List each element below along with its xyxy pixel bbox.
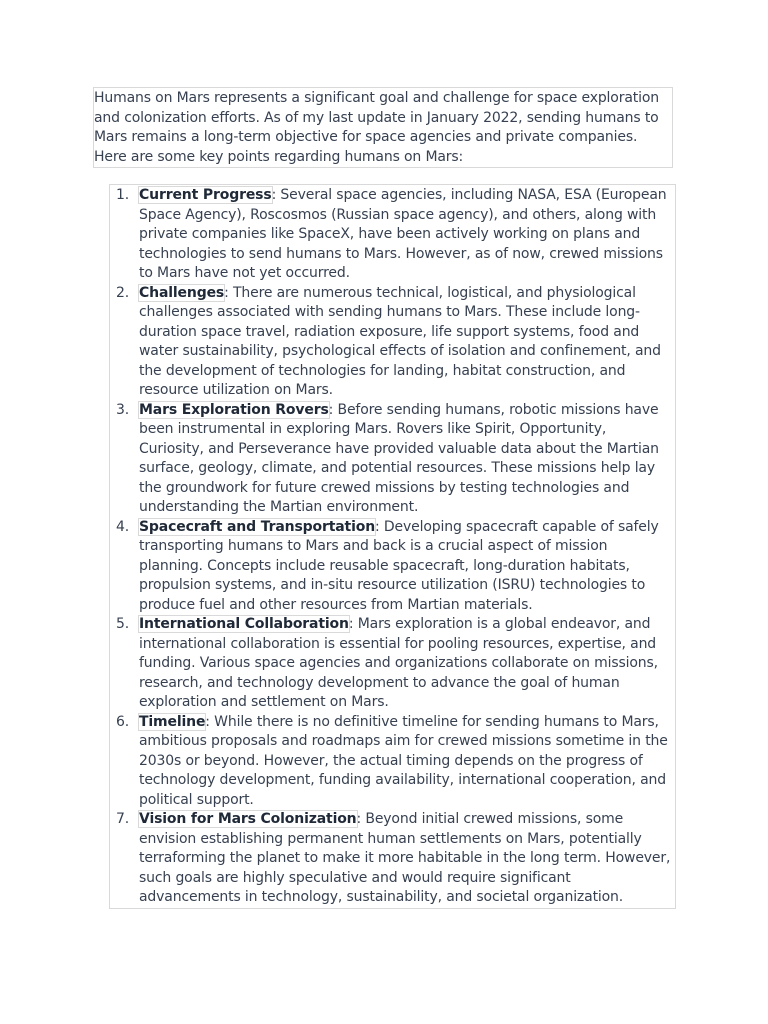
intro-paragraph: Humans on Mars represents a significant goal and challenge for space exploration and colonization efforts. As of my last update in January 2022, sending humans to Mars remains a long-term objective for space agencies and private companies. Here are some key points regarding humans on Mars: [93, 87, 673, 168]
point-term: Current Progress [139, 187, 272, 203]
list-number: 1. [116, 187, 130, 203]
list-number: 3. [116, 401, 130, 418]
list-item [110, 518, 675, 616]
point-text: : Mars exploration is a global endeavor, and international collaboration is essential for pooling resources, expertise, and funding. Various space agencies and organizations collaborate on missions, research, and technology development to advance the goal of human exploration and settlement on Mars. [139, 616, 658, 710]
list-number: 4. [116, 518, 130, 535]
point-text: : While there is no definitive timeline for sending humans to Mars, ambitious proposals and roadmaps aim for crewed missions sometime in the 2030s or beyond. However, the actual timing depends on the progress of technology development, funding availability, international cooperation, and political support. [139, 713, 668, 808]
list-item [110, 284, 675, 401]
point-text: : Beyond initial crewed missions, some envision establishing permanent human settlements on Mars, potentially terraforming the planet to make it more habitable in the long term. However, such goals are highly speculative and would require significant advancements in technology, sustainability, and societal organization. [139, 811, 671, 905]
point-term: Spacecraft and Transportation [139, 518, 376, 535]
point-text: : Several space agencies, including NASA, ESA (European Space Agency), Roscosmos (Russian space agency), and others, along with private companies like SpaceX, have been actively working on plans and technologies to send humans to Mars. However, as of now, crewed missions to Mars have not yet occurred. [139, 187, 667, 281]
point-term: Vision for Mars Colonization [139, 811, 357, 827]
point-term: Challenges [139, 284, 225, 301]
list-item [110, 615, 675, 713]
list-item [110, 401, 675, 518]
point-text: : Developing spacecraft capable of safely transporting humans to Mars and back is a crucial aspect of mission planning. Concepts include reusable spacecraft, long-duration habitats, propulsion systems, and in-situ resource utilization (ISRU) technologies to produce fuel and other resources from Martian materials. [139, 518, 659, 613]
list-number: 7. [116, 811, 130, 827]
point-text: : Before sending humans, robotic missions have been instrumental in exploring Mars. Rovers like Spirit, Opportunity, Curiosity, and Perseverance have provided valuable data about the Martian surface, geology, climate, and potential resources. These missions help lay the groundwork for future crewed missions by testing technologies and understanding the Martian environment. [139, 401, 659, 515]
list-number: 5. [116, 616, 130, 632]
point-term: International Collaboration [139, 616, 349, 632]
list-item [110, 810, 675, 908]
key-points-list [109, 184, 676, 909]
point-term: Timeline [139, 713, 206, 730]
point-text: : There are numerous technical, logistical, and physiological challenges associated with sending humans to Mars. These include long-duration space travel, radiation exposure, life support systems, food and water sustainability, psychological effects of isolation and confinement, and the development of technologies for landing, habitat construction, and resource utilization on Mars. [139, 284, 661, 398]
list-number: 2. [116, 284, 130, 301]
point-term: Mars Exploration Rovers [139, 401, 329, 418]
list-item [110, 713, 675, 811]
list-number: 6. [116, 713, 130, 730]
list-item [110, 186, 675, 284]
